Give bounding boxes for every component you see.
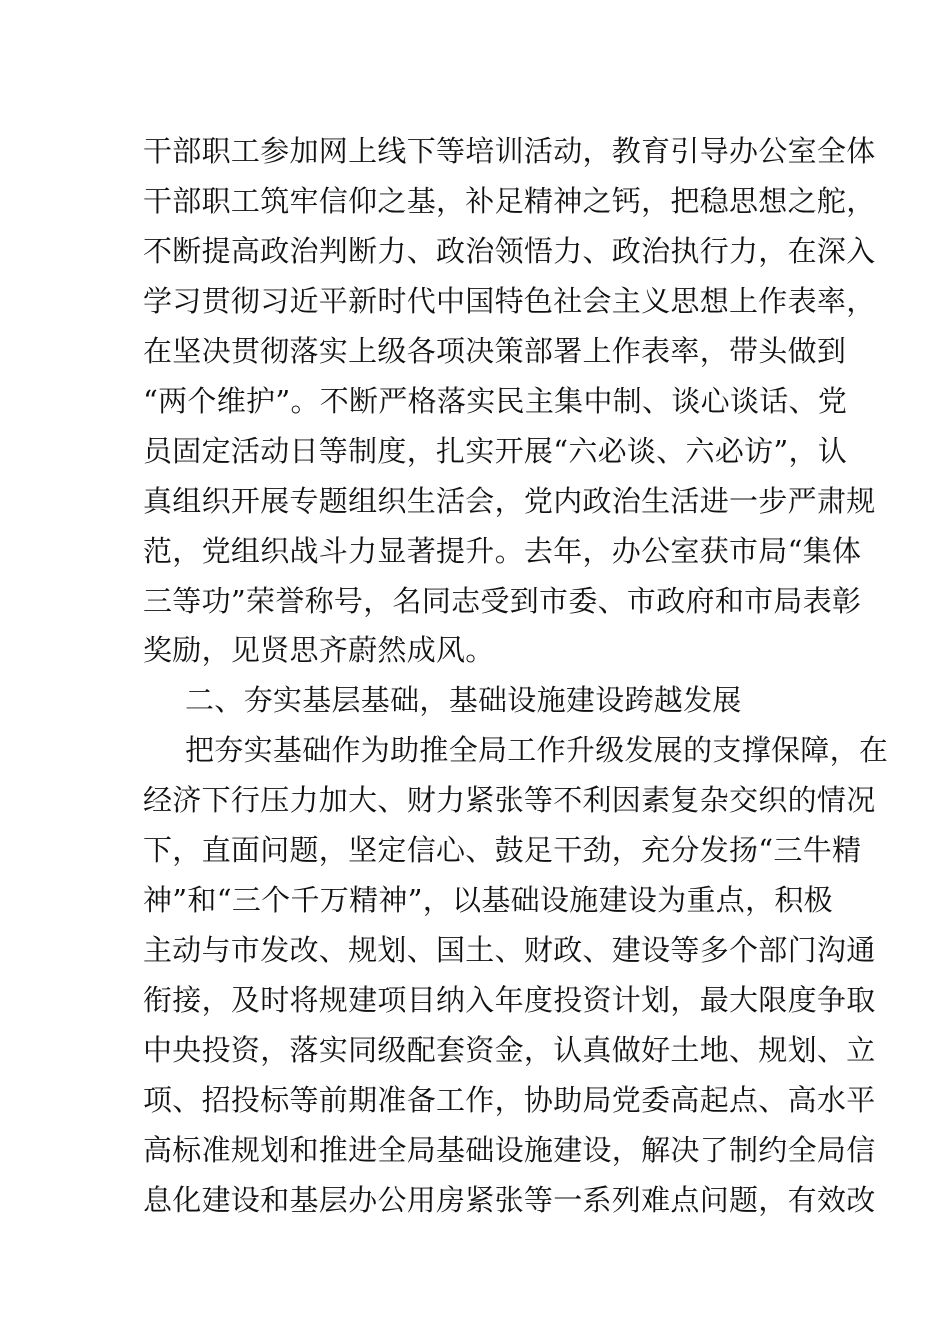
text-line: 真组织开展专题组织生活会，党内政治生活进一步严肃规 (143, 484, 876, 518)
text-line: 不断提高政治判断力、政治领悟力、政治执行力，在深入 (143, 234, 876, 268)
text-line: 三等功”荣誉称号，名同志受到市委、市政府和市局表彰 (143, 584, 862, 618)
text-line: 范，党组织战斗力显著提升。去年，办公室获市局“集体 (143, 534, 862, 568)
text-line: 高标准规划和推进全局基础设施建设，解决了制约全局信 (143, 1133, 876, 1167)
text-line: 主动与市发改、规划、国土、财政、建设等多个部门沟通 (143, 933, 876, 967)
text-line: 员固定活动日等制度，扎实开展“六必谈、六必访”，认 (143, 434, 848, 468)
text-line: 神”和“三个千万精神”，以基础设施建设为重点，积极 (143, 883, 833, 917)
text-line: 奖励，见贤思齐蔚然成风。 (143, 633, 495, 667)
text-line: 项、招投标等前期准备工作，协助局党委高起点、高水平 (143, 1083, 876, 1117)
text-line: 把夯实基础作为助推全局工作升级发展的支撑保障，在 (185, 733, 889, 767)
text-line: 衔接，及时将规建项目纳入年度投资计划，最大限度争取 (143, 983, 876, 1017)
text-line: 在坚决贯彻落实上级各项决策部署上作表率，带头做到 (143, 334, 847, 368)
text-line: 干部职工筑牢信仰之基，补足精神之钙，把稳思想之舵， (143, 184, 876, 218)
text-line: 下，直面问题，坚定信心、鼓足干劲，充分发扬“三牛精 (143, 833, 862, 867)
text-line: 中央投资，落实同级配套资金，认真做好土地、规划、立 (143, 1033, 876, 1067)
text-line: 干部职工参加网上线下等培训活动，教育引导办公室全体 (143, 134, 876, 168)
text-line: 经济下行压力加大、财力紧张等不利因素复杂交织的情况 (143, 783, 876, 817)
section-heading: 二、夯实基层基础，基础设施建设跨越发展 (185, 683, 742, 717)
text-line: 息化建设和基层办公用房紧张等一系列难点问题，有效改 (143, 1183, 876, 1217)
text-line: “两个维护”。不断严格落实民主集中制、谈心谈话、党 (143, 384, 848, 418)
text-line: 学习贯彻习近平新时代中国特色社会主义思想上作表率， (143, 284, 876, 318)
